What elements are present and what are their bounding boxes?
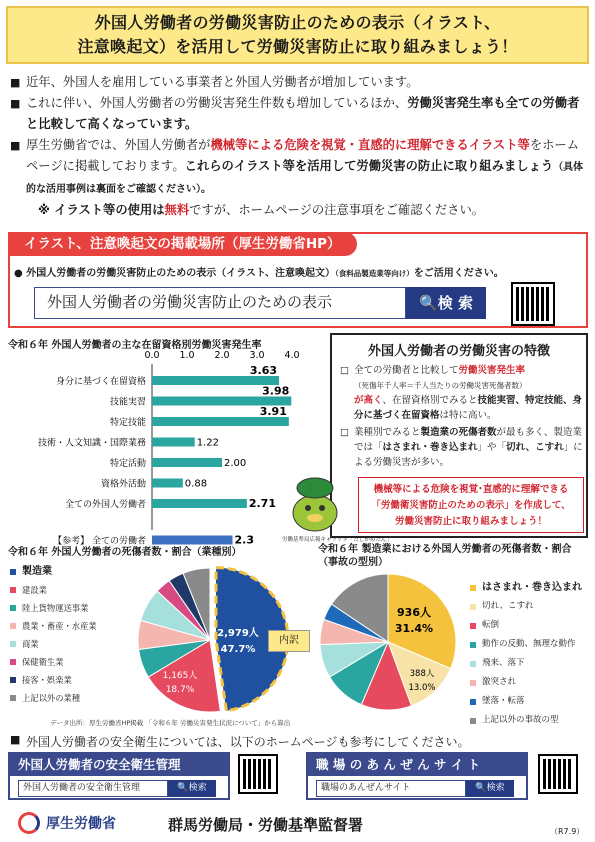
bar-category-label: 資格外活動 (100, 479, 146, 490)
bar-tick-label: 3.0 (249, 350, 265, 361)
pie1-title: 令和６年 外国人労働者の死傷者数・割合（業種別） (8, 547, 242, 558)
pie1-value-label: 47.7% (220, 644, 256, 655)
pie2-legend-item: 切れ、こすれ (470, 597, 582, 616)
pie1-value-label: 2,979人 (217, 628, 259, 639)
pie2-legend-item: 動作の反動、無理な動作 (470, 635, 582, 654)
data-source: データ出所：厚生労働省HP掲載 「令和６年 労働災害発生状況について」から算出 (50, 719, 291, 727)
bar-tick-label: 0.0 (144, 350, 160, 361)
mascot-caption: 労働基準局広報キャラクタ「たしかめたん」 (282, 537, 392, 543)
pie1-legend-item: 商業 (10, 635, 97, 653)
search-icon: 🔍 (475, 783, 487, 793)
bar-category-label: 【参考】 全ての労働者 (53, 536, 146, 547)
pie2-value-label: 936人 (397, 606, 431, 619)
feature-item-1: □ 全ての労働者と比較して労働災害発生率 （死傷年千人率＝千人当たりの労働災害死傷者数） が高く、在留資格別でみると技能実習、特定技能、身分に基づく在留資格は特に高い。 (340, 363, 584, 423)
pie1-value-label: 18.7% (165, 685, 195, 695)
safety-note: ■ 外国人労働者の安全衛生については、以下のホームページも参考にしてください。 (10, 733, 470, 750)
mascot-icon (280, 468, 350, 538)
bar-category-label: 技能実習 (109, 397, 146, 408)
bar (152, 458, 222, 467)
bar-value-label: 2.00 (224, 458, 247, 469)
feature-item-2: □ 業種別でみると製造業の死傷者数が最も多く、製造業では「はさまれ・巻き込まれ」や「切れ、こすれ」による労働災害が多い。 (340, 425, 584, 470)
pie1-legend-item: 製造業 (10, 563, 97, 581)
bar (152, 438, 195, 447)
hp-search-bar (34, 287, 486, 319)
bar-tick-label: 1.0 (179, 350, 195, 361)
bar-category-label: 特定活動 (109, 459, 146, 469)
page-header (6, 6, 589, 64)
pie1-legend-item: 建設業 (10, 581, 97, 599)
hp-location-tab: イラスト、注意喚起文の掲載場所（厚生労働省HP） (8, 232, 357, 256)
pie2-value-label: 388人 (409, 669, 435, 679)
pie1-legend-item: 上記以外の業種 (10, 689, 97, 707)
safety-management-search (18, 780, 216, 797)
feature-box (330, 333, 588, 538)
safety-management-search-button[interactable]: 🔍検索 (168, 780, 216, 797)
pie2-value-label: 31.4% (394, 622, 434, 635)
ministry-logo (18, 812, 116, 834)
pie2-legend-item: 転倒 (470, 616, 582, 635)
bar-category-label: 身分に基づく在留資格 (55, 377, 146, 387)
pie1-legend-item: 接客・娯楽業 (10, 671, 97, 689)
pie2-chart (310, 568, 470, 718)
intro-text (10, 72, 590, 221)
pie1-legend (10, 563, 97, 707)
pie1-value-label: 1,165人 (162, 671, 198, 681)
header-line-1: 外国人労働者の労働災害防止のための表示（イラスト、 (94, 13, 501, 32)
bureau-name: 群馬労働局・労働基準監督署 (168, 816, 364, 834)
anzen-site-search (316, 780, 514, 797)
anzen-site-search-button[interactable]: 🔍検索 (466, 780, 514, 797)
pie2-title: 令和６年 製造業における外国人労働者の死傷者数・割合（事故の型別） (318, 544, 572, 568)
bar-value-label: 2.3 (234, 533, 254, 547)
anzen-site-title: 職 場 の あ ん ぜ ん サ イ ト (308, 754, 526, 776)
intro-paragraph-3: ■ 厚生労働省では、外国人労働者が機械等による危険を視覚・直感的に理解できるイラスト等をホームページに掲載しております。これらのイラスト等を活用して労働災害の防止に取り組みましょう（具体的な活用事例は裏面をご確認ください）。 (10, 135, 590, 200)
pie2-legend-item: 飛来、落下 (470, 654, 582, 673)
anzen-site-input[interactable]: 職場のあんぜんサイト (316, 780, 466, 797)
bar-value-label: 3.63 (249, 364, 278, 377)
bar-category-label: 全ての外国人労働者 (64, 500, 146, 510)
bar (152, 376, 279, 385)
search-icon: 🔍 (177, 783, 189, 793)
pie1-legend-item: 農業・畜産・水産業 (10, 617, 97, 635)
safety-management-input[interactable]: 外国人労働者の安全衛生管理 (18, 780, 168, 797)
pie2-legend-item: 上記以外の事故の型 (470, 711, 582, 730)
pie2-legend-item: 激突され (470, 673, 582, 692)
qr-code-icon[interactable] (240, 756, 276, 792)
safety-management-box (8, 752, 230, 800)
safety-management-title: 外国人労働者の安全衛生管理 (10, 754, 228, 776)
search-icon: 🔍 (419, 294, 438, 312)
pie2-legend-item: はさまれ・巻き込まれ (470, 578, 582, 597)
pie1-legend-item: 保健衛生業 (10, 653, 97, 671)
hp-search-button[interactable]: 🔍検 索 (406, 287, 486, 319)
pie2-value-label: 13.0% (408, 683, 436, 693)
bar (152, 499, 247, 508)
intro-paragraph-1: ■ 近年、外国人を雇用している事業者と外国人労働者が増加しています。 (10, 72, 590, 93)
qr-code-icon[interactable] (540, 756, 576, 792)
bar-value-label: 0.88 (184, 478, 208, 490)
pie2-legend (470, 578, 582, 730)
bar-tick-label: 2.0 (214, 350, 230, 361)
bar-category-label: 特定技能 (109, 418, 146, 428)
pie2-legend-item: 墜落・転落 (470, 692, 582, 711)
bar-value-label: 1.22 (196, 437, 219, 449)
anzen-site-box (306, 752, 528, 800)
ministry-logo-icon (18, 812, 40, 834)
bar (152, 417, 289, 426)
pie1-legend-item: 陸上貨物運送事業 (10, 599, 97, 617)
bar-tick-label: 4.0 (284, 350, 300, 361)
ministry-name: 厚生労働省 (46, 816, 116, 832)
bar (152, 479, 183, 488)
breakdown-arrow: 内訳 (268, 630, 310, 652)
feature-title: 外国人労働者の労働災害の特徴 (367, 344, 550, 359)
feature-warning: 機械等による危険を視覚･直感的に理解できる 「労働衛災害防止のための表示」を作成して、 労働災害防止に取り組みましょう！ (358, 477, 584, 533)
qr-code-icon[interactable] (513, 284, 553, 324)
revision-label: （R7.9） (550, 827, 585, 836)
intro-paragraph-2: ■ これに伴い、外国人労働者の労働災害発生件数も増加しているほか、労働災害発生率も全ての労働者と比較して高くなっています。 (10, 93, 590, 135)
bar-value-label: 3.98 (262, 384, 290, 398)
hp-location-text: ● 外国人労働者の労働災害防止のための表示（イラスト、注意喚起文）（食料品製造業等向け）をご活用ください。 (14, 268, 504, 279)
header-line-2: 注意喚起文）を活用して労働災害防止に取り組みましょう！ (77, 37, 518, 56)
intro-note: ※ イラスト等の使用は無料ですが、ホームページの注意事項をご確認ください。 (38, 203, 485, 217)
hp-search-input[interactable]: 外国人労働者の労働災害防止のための表示 (34, 287, 406, 319)
bar-value-label: 2.71 (248, 497, 276, 510)
bar-value-label: 3.91 (259, 405, 287, 418)
bar-chart-title: 令和６年 外国人労働者の主な在留資格別労働災害発生率 (8, 340, 262, 351)
bar-category-label: 技術・人文知識・国際業務 (37, 438, 146, 449)
hp-location-box (8, 232, 588, 328)
